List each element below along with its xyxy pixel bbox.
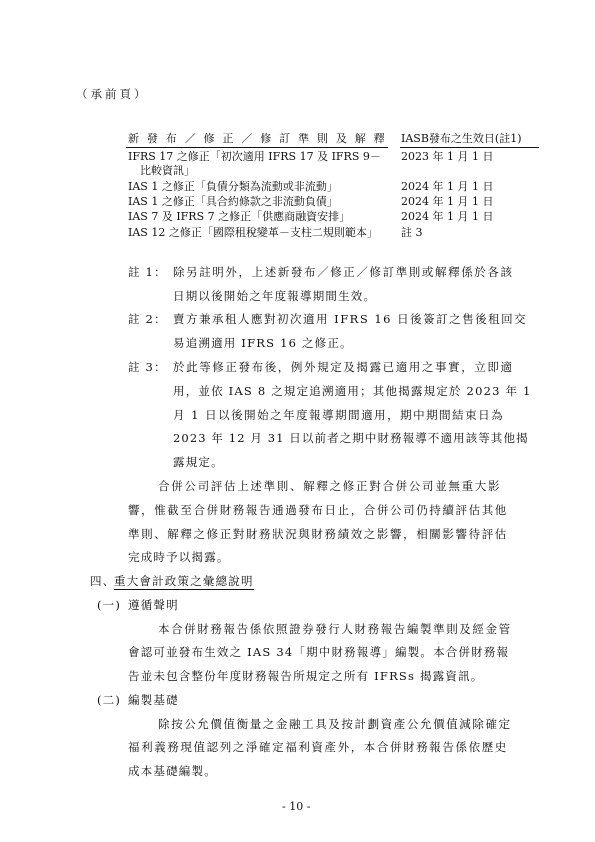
note-label: 註 1：	[128, 265, 167, 279]
paragraph-line: 會認可並發布生效之 IAS 34「期中財務報導」編製。本合併財務報	[128, 645, 510, 659]
table-row-date: 2023 年 1 月 1 日	[401, 150, 494, 163]
subsection-title: 編製基礎	[128, 693, 179, 707]
paragraph-line: 除按公允價值衡量之金融工具及按計劃資產公允價值減除確定	[158, 717, 512, 731]
table-row-standard: IAS 1 之修正「具合約條款之非流動負債」	[128, 195, 338, 208]
note-text: 易追溯適用 IFRS 16 之修正。	[173, 336, 353, 350]
table-row-standard: IAS 7 及 IFRS 7 之修正「供應商融資安排」	[128, 210, 351, 223]
paragraph-line: 本合併財務報告係依照證券發行人財務報告編製準則及經金管	[158, 622, 512, 636]
table-row-date: 2024 年 1 月 1 日	[401, 180, 494, 193]
note-label: 註 2：	[128, 312, 167, 326]
section-title: 重大會計政策之彙總說明	[114, 574, 254, 588]
table-row-date: 註 3	[401, 226, 423, 239]
note-label: 註 3：	[128, 360, 167, 374]
paragraph-line: 福利義務現值認列之淨確定福利資產外，本合併財務報告係依歷史	[128, 740, 508, 754]
note-text: 賣方兼承租人應對初次適用 IFRS 16 日後簽訂之售後租回交	[173, 312, 528, 326]
table-row-standard: IFRS 17 之修正「初次適用 IFRS 17 及 IFRS 9－	[128, 150, 381, 163]
table-row-standard: IAS 1 之修正「負債分類為流動或非流動」	[128, 180, 338, 193]
table-header-standards: 新 發 布 ／ 修 正 ／ 修 訂 準 則 及 解 釋	[128, 132, 387, 145]
note-text: 日期以後開始之年度報導期間生效。	[173, 289, 377, 303]
subsection-title: 遵循聲明	[128, 598, 179, 612]
table-header-effective-date: IASB發布之生效日(註1)	[401, 132, 522, 145]
paragraph-line: 告並未包含整份年度財務報告所規定之所有 IFRSs 揭露資訊。	[128, 669, 484, 683]
continued-label: （承前頁）	[76, 87, 149, 101]
note-text: 2023 年 12 月 31 日以前者之期中財務報導不適用該等其他揭	[173, 431, 529, 445]
page-number: - 10 -	[282, 800, 311, 813]
subsection-number: (二)	[97, 693, 122, 707]
table-row-standard: IAS 12 之修正「國際租稅變革－支柱二規則範本」	[128, 226, 378, 239]
paragraph-line: 成本基礎編製。	[128, 764, 217, 778]
section-number: 四、	[90, 574, 116, 588]
paragraph-line: 合併公司評估上述準則、解釋之修正對合併公司並無重大影	[158, 479, 502, 493]
note-text: 除另註明外，上述新發布／修正／修訂準則或解釋係於各該	[173, 265, 514, 279]
note-text: 用，並依 IAS 8 之規定追溯適用；其他揭露規定於 2023 年 1	[173, 384, 532, 398]
table-row-date: 2024 年 1 月 1 日	[401, 210, 494, 223]
table-header-rule-left	[126, 147, 388, 148]
paragraph-line: 響，惟截至合併財務報告通過發布日止，合併公司仍持續評估其他	[128, 503, 508, 517]
table-header-rule-right	[400, 147, 539, 148]
note-text: 於此等修正發布後，例外規定及揭露已適用之事實，立即適	[173, 360, 514, 374]
table-row-standard-cont: 比較資訊」	[140, 164, 195, 177]
note-text: 月 1 日以後開始之年度報導期間適用，期中期間結束日為	[173, 408, 505, 422]
table-row-date: 2024 年 1 月 1 日	[401, 195, 494, 208]
note-text: 露規定。	[173, 455, 224, 469]
paragraph-line: 準則、解釋之修正對財務狀況與財務績效之影響，相關影響待評估	[128, 527, 508, 541]
subsection-number: (一)	[97, 598, 122, 612]
paragraph-line: 完成時予以揭露。	[128, 550, 230, 564]
